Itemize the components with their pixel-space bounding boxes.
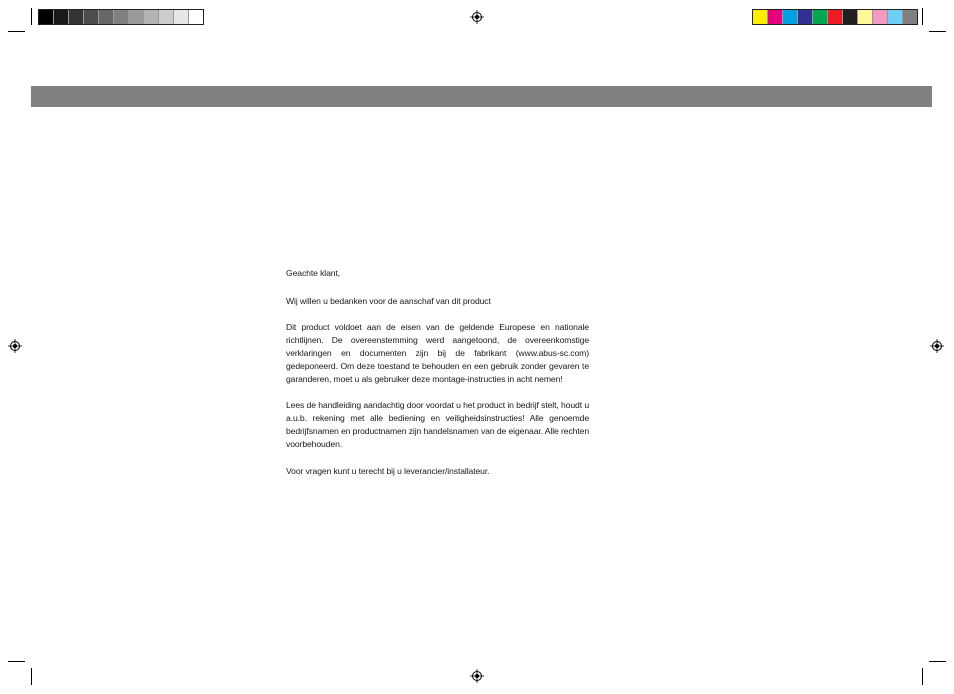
crop-mark-bottom-right-h (929, 661, 946, 662)
grayscale-swatch (54, 10, 69, 24)
grayscale-swatch (84, 10, 99, 24)
crop-mark-bottom-right-v (922, 668, 923, 685)
process-color-swatch (903, 10, 917, 24)
grayscale-swatch (39, 10, 54, 24)
registration-target-icon (470, 669, 484, 683)
crop-mark-top-left-v (31, 8, 32, 25)
grayscale-swatch (174, 10, 189, 24)
grayscale-swatch (189, 10, 203, 24)
grayscale-swatch (159, 10, 174, 24)
crop-mark-top-left-h (8, 31, 25, 32)
header-band (31, 86, 932, 107)
process-color-swatch (843, 10, 858, 24)
process-color-swatch (858, 10, 873, 24)
process-color-swatch (888, 10, 903, 24)
registration-target-icon (470, 10, 484, 24)
letter-compliance-paragraph: Dit product voldoet aan de eisen van de geldende Europese en nationale richtlijnen. De overeenstemming werd aangetoond, de overeenkomstige verklaringen en documenten zijn bij de fabrikant (www.abus-sc.com) gedeponeerd. Om deze toestand te behouden en een gebruik zonder gevaren te garanderen, moet u als gebruiker deze montage-instructies in acht nemen! (286, 322, 589, 385)
letter-thanks: Wij willen u bedanken voor de aanschaf van dit product (286, 296, 491, 306)
grayscale-swatch (144, 10, 159, 24)
grayscale-swatch (99, 10, 114, 24)
letter-contact: Voor vragen kunt u terecht bij u leverancier/installateur. (286, 465, 490, 476)
process-color-swatch (768, 10, 783, 24)
grayscale-swatch (69, 10, 84, 24)
grayscale-swatch (114, 10, 129, 24)
crop-mark-top-right-v (922, 8, 923, 25)
process-color-swatch (813, 10, 828, 24)
registration-target-icon (930, 339, 944, 353)
grayscale-swatch (129, 10, 144, 24)
crop-mark-bottom-left-h (8, 661, 25, 662)
process-color-swatch (783, 10, 798, 24)
process-color-swatch (798, 10, 813, 24)
grayscale-color-bar (38, 9, 204, 25)
process-color-swatch (828, 10, 843, 24)
crop-mark-top-right-h (929, 31, 946, 32)
registration-target-icon (8, 339, 22, 353)
process-color-bar (752, 9, 918, 25)
process-color-swatch (753, 10, 768, 24)
process-color-swatch (873, 10, 888, 24)
letter-instructions-paragraph: Lees de handleiding aandachtig door voordat u het product in bedrijf stelt, houdt u a.u.b. rekening met alle bediening en veiligheidsinstructies! Alle genoemde bedrijfsnamen en productnamen zijn handelsnamen van de eigenaar. Alle rechten voorbehouden. (286, 400, 589, 450)
letter-greeting: Geachte klant, (286, 268, 341, 278)
letter-body (286, 267, 589, 491)
crop-mark-bottom-left-v (31, 668, 32, 685)
